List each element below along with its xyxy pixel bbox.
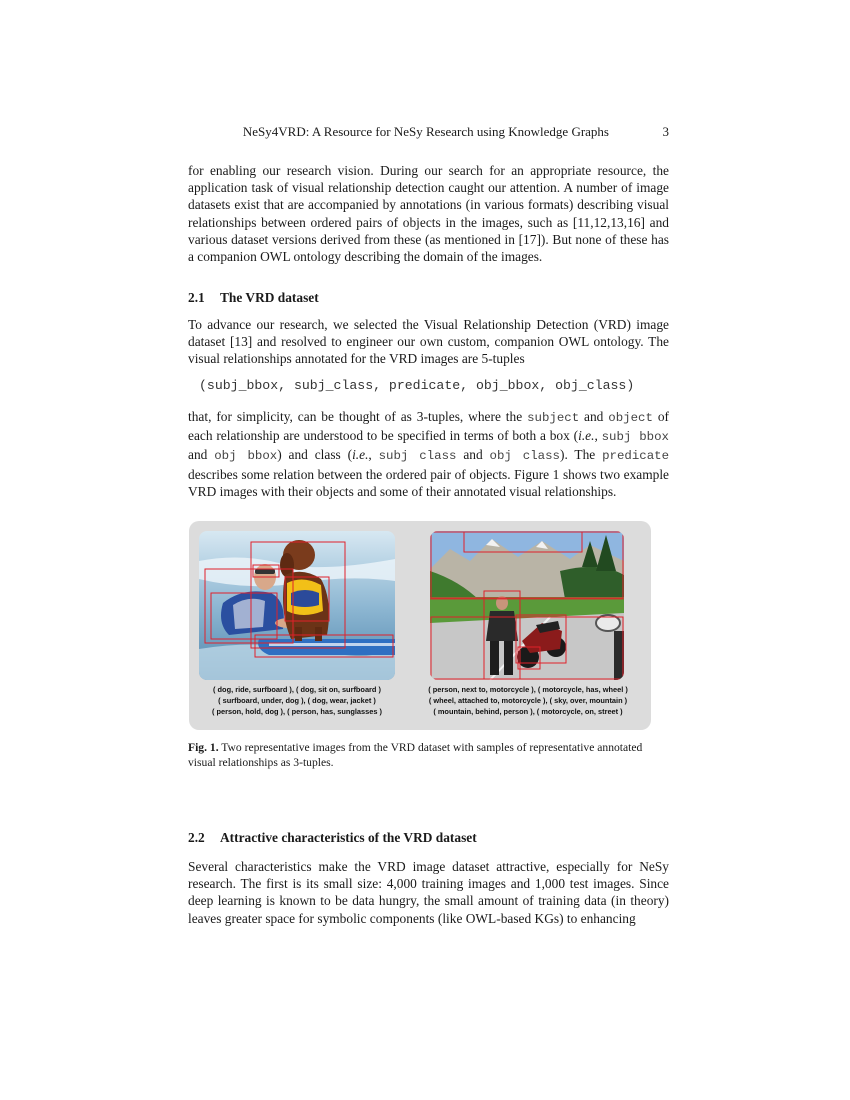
section-2-2-paragraph-1: Several characteristics make the VRD image dataset attractive, especially for NeSy research. The first is its small size: 4,000 training images and 1,000 test images. Since deep learning is known to be data hungry, the small amount of training data (in theory) leaves greater space for symbolic components (like OWL-based KGs) to enhancing <box>188 859 669 926</box>
text-run: of each relationship are understood to be specified in terms of both a box ( <box>188 409 669 444</box>
person-leg <box>490 641 499 675</box>
code-predicate: predicate <box>602 449 670 464</box>
code-obj-bbox: obj bbox <box>214 449 278 464</box>
right-relationship-captions <box>409 684 647 718</box>
relationship-caption-line: ( dog, ride, surfboard ), ( dog, sit on, surfboard ) <box>213 685 381 694</box>
figure-panel <box>189 521 651 730</box>
abbrev-ie: i.e. <box>578 428 595 444</box>
surfboard <box>258 639 395 655</box>
text-run: ). The <box>559 447 603 463</box>
section-title: The VRD dataset <box>220 290 319 305</box>
person-jacket <box>486 611 518 641</box>
code-object: object <box>608 411 653 425</box>
relationship-caption-line: ( surfboard, under, dog ), ( dog, wear, jacket ) <box>218 696 376 706</box>
section-2-1-paragraph-2 <box>188 408 669 500</box>
abbrev-ie: i.e. <box>352 447 369 463</box>
text-run: describes some relation between the ordered pair of objects. Figure 1 shows two example VRD images with their objects and some of their annotated visual relationships. <box>188 466 669 499</box>
text-run: and <box>456 447 490 463</box>
dog-leg <box>295 627 302 641</box>
code-subj-class: subj class <box>378 449 457 464</box>
code-obj-class: obj class <box>489 449 560 464</box>
relationship-caption-line: ( person, next to, motorcycle ), ( motorcycle, has, wheel ) <box>428 685 628 694</box>
relationship-caption-line: ( wheel, attached to, motorcycle ), ( sky, over, mountain ) <box>428 696 628 706</box>
left-relationship-captions <box>193 684 401 718</box>
page-number: 3 <box>662 124 669 139</box>
sunglasses <box>255 569 275 574</box>
text-run: that, for simplicity, can be thought of as 3-tuples, where the <box>188 409 528 424</box>
figure-caption-text: Two representative images from the VRD dataset with samples of representative annotated visual relationships as 3-tuples. <box>188 741 643 769</box>
section-heading-2-2 <box>188 829 669 846</box>
figure-caption <box>188 740 669 770</box>
section-number: 2.1 <box>188 290 205 305</box>
page-header <box>188 124 669 144</box>
dog-jacket-trim <box>291 590 319 607</box>
figure-image-dog-surfboard <box>199 531 395 680</box>
section-heading-2-1 <box>188 289 669 306</box>
code-subj-bbox: subj bbox <box>601 430 669 445</box>
text-run: , <box>368 447 379 463</box>
relationship-caption-line: ( mountain, behind, person ), ( motorcycle, on, street ) <box>433 707 623 717</box>
code-subject: subject <box>527 411 580 425</box>
section-number: 2.2 <box>188 830 205 845</box>
person-vest <box>233 599 265 629</box>
section-2-1-paragraph-1: To advance our research, we selected the Visual Relationship Detection (VRD) image dataset [13] and resolved to engineer our own custom, companion OWL ontology. The visual relationships annotated for the VRD images are 5-tuples <box>188 317 669 367</box>
text-run: and <box>579 409 609 424</box>
figure-label: Fig. 1. <box>188 741 219 754</box>
tuple-definition: (subj_bbox, subj_class, predicate, obj_bbox, obj_class) <box>199 378 635 393</box>
text-run: , <box>594 428 602 444</box>
text-run: ) and class ( <box>277 447 353 463</box>
intro-paragraph: for enabling our research vision. During our search for an appropriate resource, the application task of visual relationship detection caught our attention. A number of image datasets exist that are accompanied by annotations (in various formats) describing visual relationships between ordered pairs of objects in the images, such as [11,12,13,16] and various dataset versions derived from these (as mentioned in [17]). But none of these has a companion OWL ontology describing the domain of the images. <box>188 163 669 265</box>
person-leg <box>504 641 513 675</box>
text-run: and <box>188 447 215 463</box>
figure-image-person-motorcycle <box>430 531 624 680</box>
relationship-caption-line: ( person, hold, dog ), ( person, has, sunglasses ) <box>211 707 382 717</box>
dog-leg <box>315 627 322 641</box>
running-title: NeSy4VRD: A Resource for NeSy Research using Knowledge Graphs <box>242 124 609 139</box>
section-title: Attractive characteristics of the VRD dataset <box>220 830 477 845</box>
